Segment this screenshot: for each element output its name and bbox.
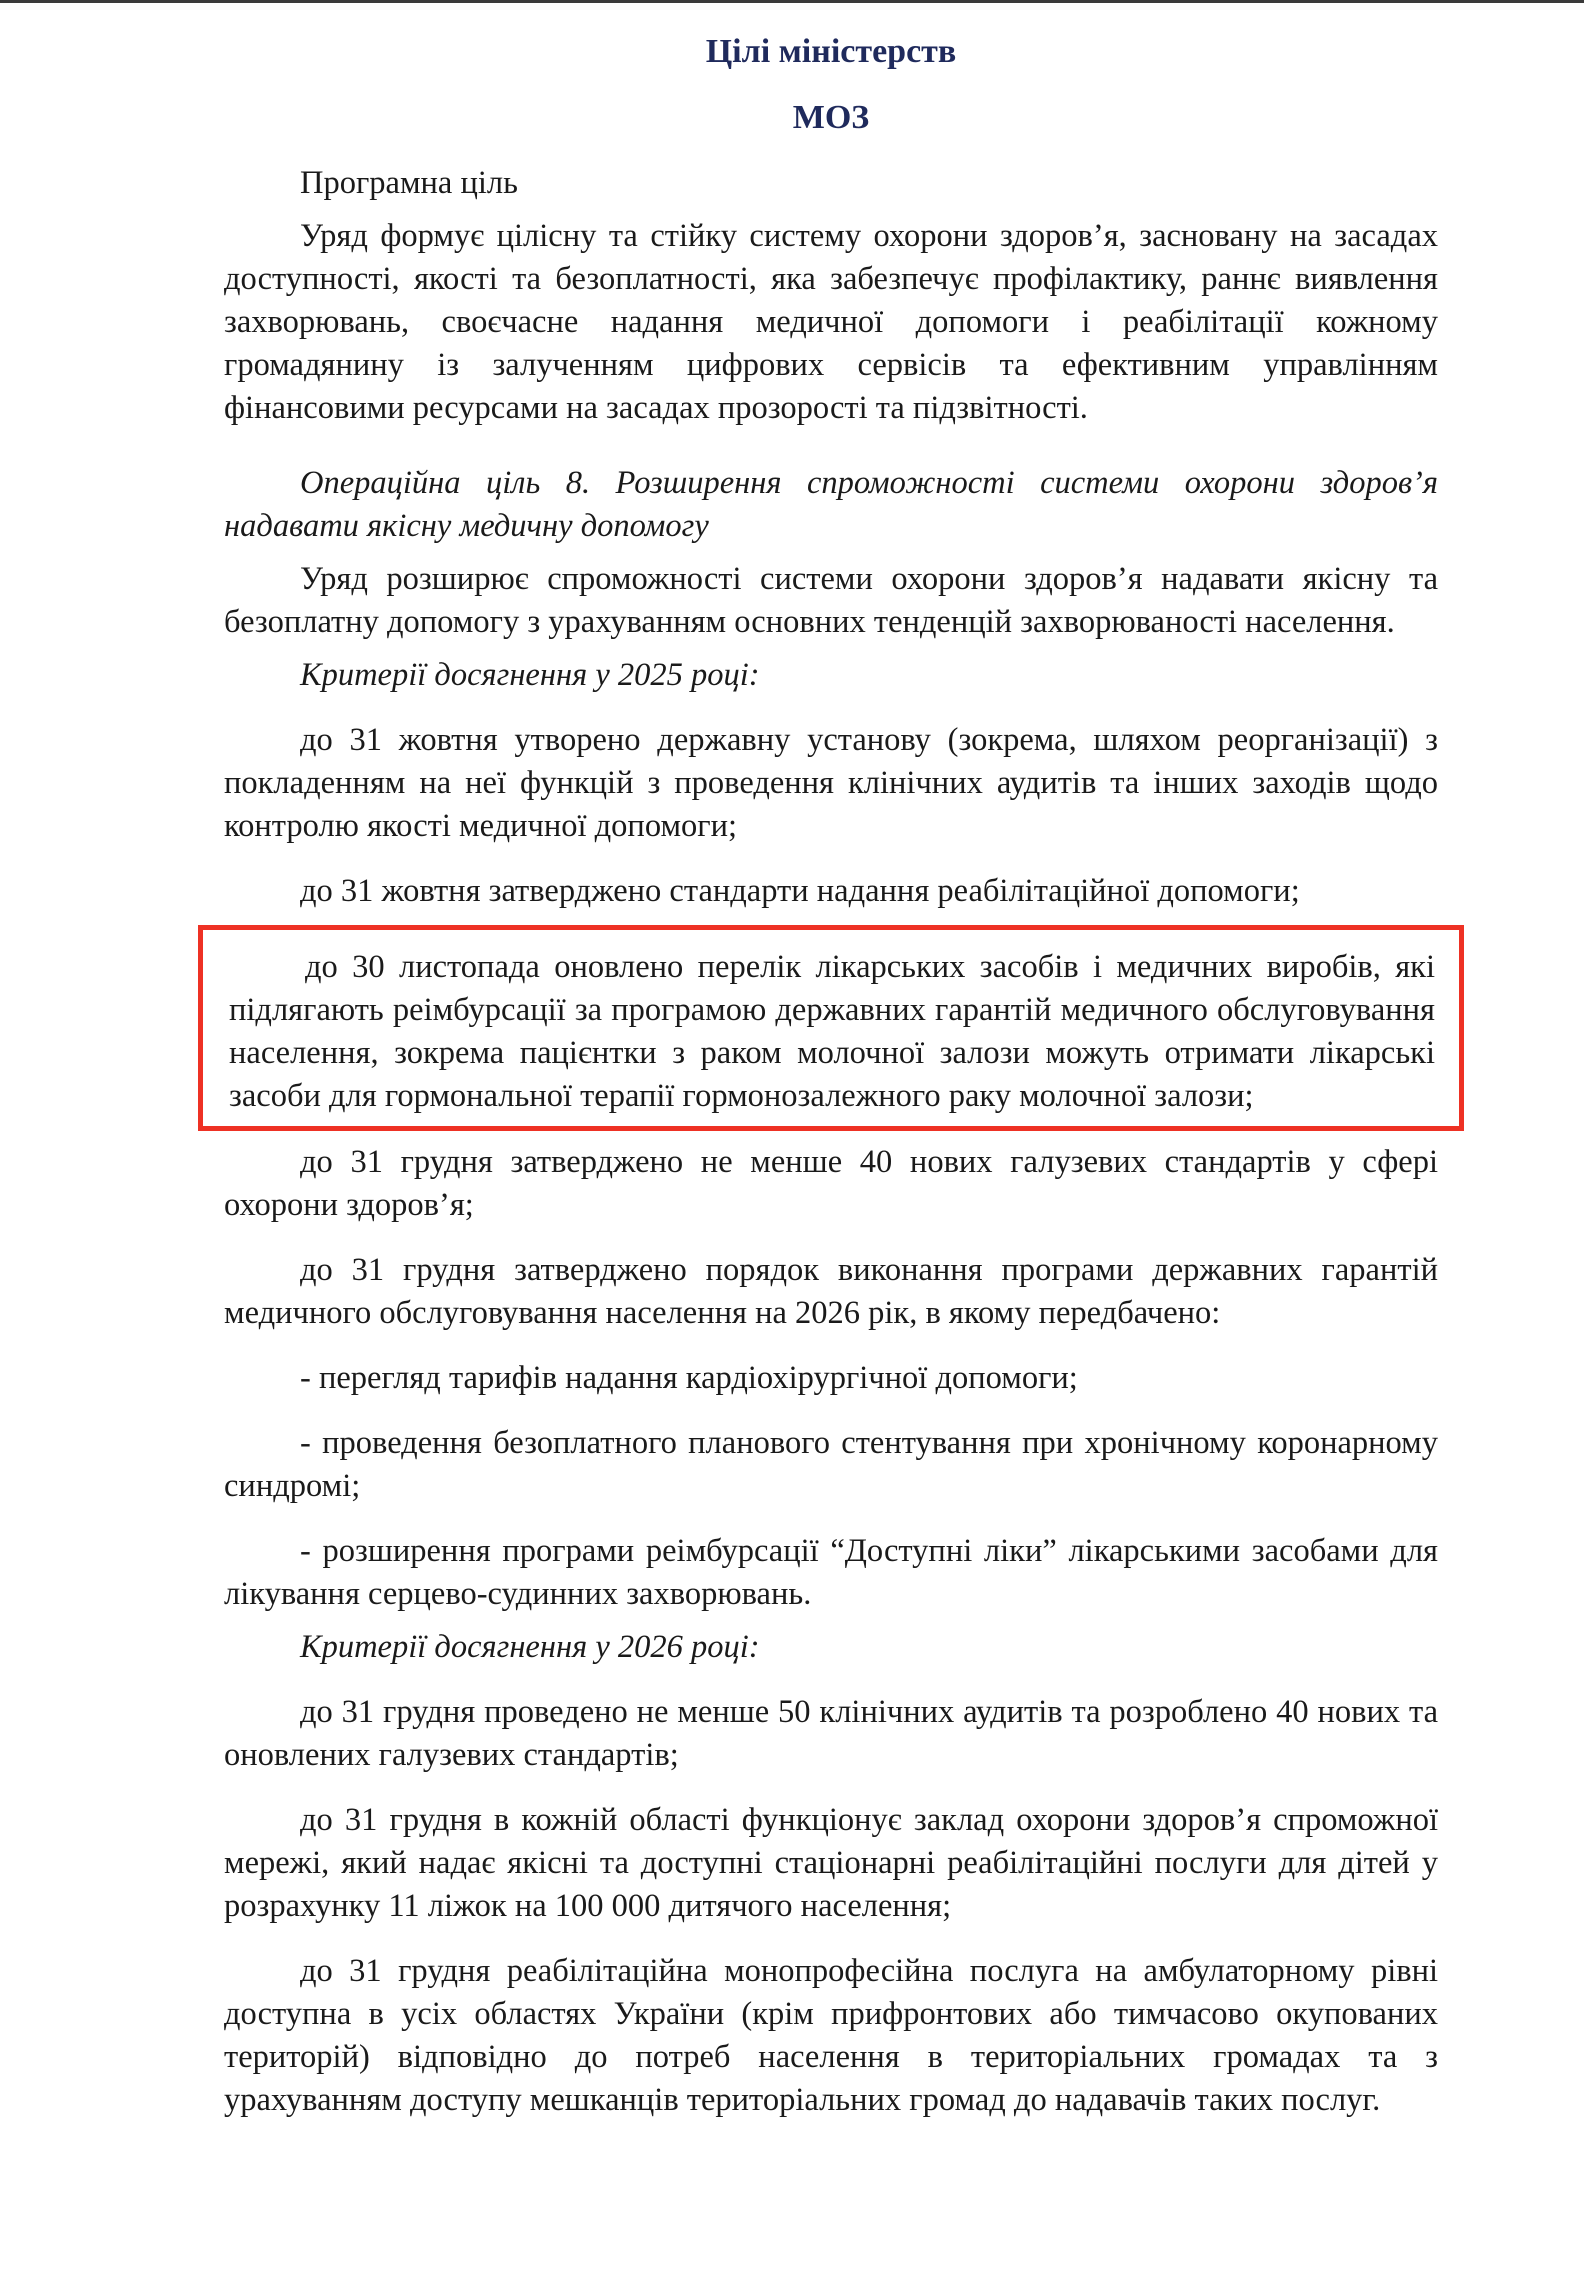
- program-goal-label: Програмна ціль: [300, 165, 518, 201]
- criteria-2025-subitem: - проведення безоплатного планового стентування при хронічному коронарному синдромі;: [224, 1425, 1438, 1504]
- document-page: [224, 24, 1438, 2122]
- criteria-2026-item: до 31 грудня в кожній області функціонує заклад охорони здоров’я спроможної мережі, який надає якісні та доступні стаціонарні реабілітаційні послуги для дітей у розрахунку 11 ліжок на 100 000 дитячого населення;: [224, 1802, 1438, 1924]
- document-title: Цілі міністерств: [705, 33, 957, 70]
- criteria-2026-label: Критерії досягнення у 2026 році:: [300, 1629, 760, 1665]
- operational-goal-text: Уряд розширює спроможності системи охорони здоров’я надавати якісну та безоплатну допомогу з урахуванням основних тенденцій захворюваності населення.: [224, 561, 1438, 640]
- criteria-2026-item: до 31 грудня проведено не менше 50 клінічних аудитів та розроблено 40 нових та оновлених галузевих стандартів;: [224, 1694, 1438, 1773]
- criteria-2025-subitem: - перегляд тарифів надання кардіохірургічної допомоги;: [300, 1360, 1078, 1396]
- highlight-box: [198, 925, 1464, 1131]
- criteria-2025-label: Критерії досягнення у 2025 році:: [300, 657, 760, 693]
- criteria-2025-item: до 31 грудня затверджено порядок виконання програми державних гарантій медичного обслуговування населення на 2026 рік, в якому передбачено:: [224, 1252, 1438, 1331]
- criteria-2025-item: до 31 жовтня утворено державну установу (зокрема, шляхом реорганізації) з покладенням на неї функцій з проведення клінічних аудитів та інших заходів щодо контролю якості медичної допомоги;: [224, 722, 1438, 844]
- document-subtitle: МОЗ: [792, 99, 870, 136]
- criteria-2026-item: до 31 грудня реабілітаційна монопрофесійна послуга на амбулаторному рівні доступна в усіх областях України (крім прифронтових або тимчасово окупованих територій) відповідно до потреб населення в територіальних громадах та з урахуванням доступу мешканців територіальних громад до надавачів таких послуг.: [224, 1953, 1438, 2118]
- criteria-2025-item-highlighted: до 30 листопада оновлено перелік лікарських засобів і медичних виробів, які підлягають реімбурсації за програмою державних гарантій медичного обслуговування населення, зокрема пацієнтки з раком молочної залози можуть отримати лікарські засоби для гормональної терапії гормонозалежного раку молочної залози;: [229, 949, 1435, 1114]
- top-rule: [0, 0, 1584, 3]
- operational-goal-title: Операційна ціль 8. Розширення спроможності системи охорони здоров’я надавати якісну медичну допомогу: [224, 465, 1438, 544]
- criteria-2025-item: до 31 грудня затверджено не менше 40 нових галузевих стандартів у сфері охорони здоров’я;: [224, 1144, 1438, 1223]
- criteria-2025-item: до 31 жовтня затверджено стандарти надання реабілітаційної допомоги;: [300, 873, 1300, 909]
- criteria-2025-subitem: - розширення програми реімбурсації “Доступні ліки” лікарськими засобами для лікування серцево-судинних захворювань.: [224, 1533, 1438, 1612]
- program-goal-text: Уряд формує цілісну та стійку систему охорони здоров’я, засновану на засадах доступності, якості та безоплатності, яка забезпечує профілактику, раннє виявлення захворювань, своєчасне надання медичної допомоги і реабілітації кожному громадянину із залученням цифрових сервісів та ефективним управлінням фінансовими ресурсами на засадах прозорості та підзвітності.: [224, 218, 1438, 426]
